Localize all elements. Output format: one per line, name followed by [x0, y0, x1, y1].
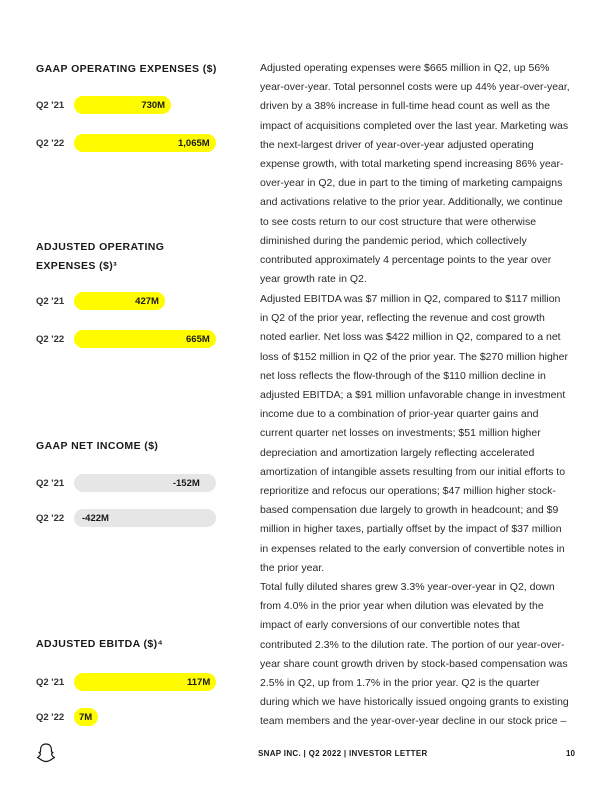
paragraph-ebitda	[260, 290, 570, 578]
bar-row-q2-21	[36, 96, 226, 116]
paragraph: Adjusted EBITDA was $7 million in Q2, compared to $117 million in Q2 of the prior year, reflecting the revenue and cost growth noted earlier. Net loss was $422 million in Q2, compared to a net loss of $152 million in Q2 of the prior year. The $270 million higher net loss reflects the flow-through of the $110 million decline in adjusted EBITDA; a $91 million unfavorable change in investment income due to a combination of prior-year quarter gains and current quarter net losses on investments; $51 million higher depreciation and amortization largely reflecting accelerated amortization of intangible assets resulting from our initial efforts to reprioritize and refocus our operations; $47 million higher stock-based compensation due largely to growth in headcount; and $9 million in higher taxes, partially offset by the impact of $37 million in expenses related to the early conversion of convertible notes in the prior year.	[260, 293, 568, 574]
chart-gaap-operating-expenses	[36, 60, 226, 149]
bar-value: 427M	[135, 296, 159, 307]
row-label: Q2 '22	[36, 712, 65, 723]
chart-adjusted-operating-expenses	[36, 238, 226, 345]
bar-row-q2-21	[36, 474, 226, 494]
bar-row-q2-21	[36, 673, 226, 693]
row-label: Q2 '21	[36, 677, 65, 688]
bar-row-q2-22	[36, 708, 226, 728]
bar-value: 665M	[186, 334, 210, 345]
bar-value: 117M	[187, 677, 211, 688]
paragraph: Adjusted operating expenses were $665 million in Q2, up 56% year-over-year. Total personnel costs were up 44% year-over-year, driven by a 38% increase in full-time head count as well as the impact of acquisitions completed over the last year. Marketing was the next-largest driver of year-over-year adjusted operating expense growth, with total marketing spend increasing 86% year-over-year in Q2, due in part to the timing of marketing campaigns and activations relative to the prior year. Additionally, we continue to see costs return to our cost structure that were otherwise diminished during the pandemic period, which collectively contributed approximately 4 percentage points to the year over year growth rate in Q2.	[260, 62, 570, 286]
paragraph-operating-expenses	[260, 59, 570, 289]
paragraph-diluted-shares	[260, 578, 570, 732]
snapchat-ghost-icon	[36, 742, 56, 764]
row-label: Q2 '22	[36, 334, 65, 345]
bar-value: -152M	[172, 478, 200, 489]
bar-row-q2-22	[36, 330, 226, 350]
paragraph: Total fully diluted shares grew 3.3% year-over-year in Q2, down from 4.0% in the prior year when dilution was elevated by the impact of early conversions of our convertible notes that contributed 2.3% to the dilution rate. The portion of our year-over-year share count growth driven by stock-based compensation was 2.5% in Q2, up from 1.7% in the prior year. Q2 is the quarter during which we have historically issued ongoing grants to existing team members and the year-over-year decline in our stock price –	[260, 581, 569, 728]
bar-row-q2-22	[36, 134, 226, 154]
chart-title: ADJUSTED OPERATING EXPENSES ($)³	[36, 241, 165, 272]
page-number: 10	[566, 749, 575, 758]
bar-row-q2-21	[36, 292, 226, 312]
chart-title: ADJUSTED EBITDA ($)⁴	[36, 638, 164, 650]
chart-title: GAAP NET INCOME ($)	[36, 440, 159, 452]
bar-value: -422M	[82, 513, 109, 524]
row-label: Q2 '22	[36, 513, 65, 524]
row-label: Q2 '22	[36, 138, 65, 149]
bar-value: 1,065M	[178, 138, 210, 149]
chart-title: GAAP OPERATING EXPENSES ($)	[36, 63, 217, 75]
row-label: Q2 '21	[36, 100, 65, 111]
row-label: Q2 '21	[36, 296, 65, 307]
bar-value: 7M	[79, 712, 93, 723]
chart-gaap-net-income	[36, 437, 226, 524]
bar-row-q2-22	[36, 509, 226, 529]
footer-text: SNAP INC. | Q2 2022 | INVESTOR LETTER	[258, 749, 428, 758]
row-label: Q2 '21	[36, 478, 65, 489]
bar-value: 730M	[141, 100, 166, 111]
chart-adjusted-ebitda	[36, 635, 226, 723]
